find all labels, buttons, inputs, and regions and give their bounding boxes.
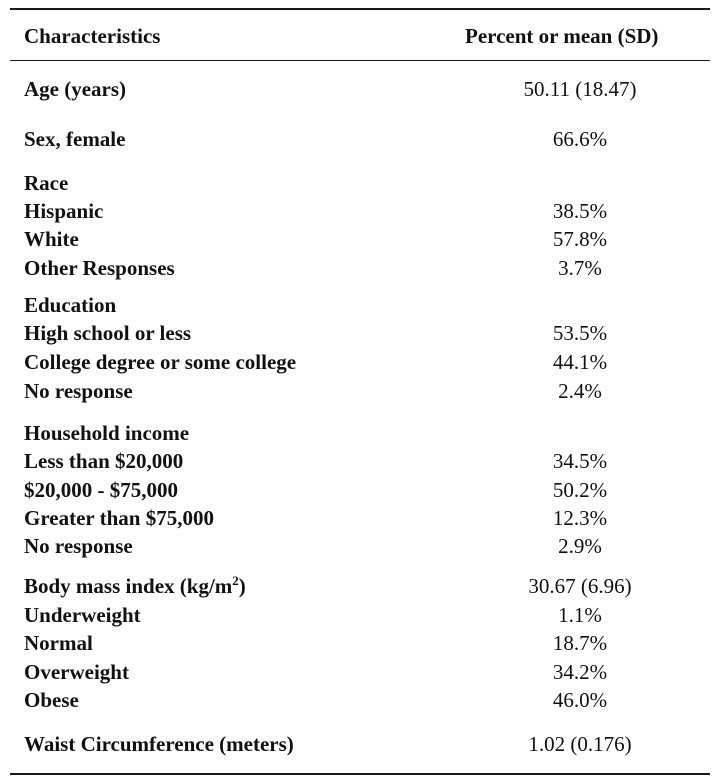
table-top-rule xyxy=(10,8,710,10)
table-bottom-rule xyxy=(10,773,710,775)
row-value: 3.7% xyxy=(558,256,602,280)
bmi-label-superscript: 2 xyxy=(232,573,239,588)
row-value: 46.0% xyxy=(552,688,608,712)
row-label: Overweight xyxy=(24,660,129,684)
row-label: Underweight xyxy=(24,603,141,627)
row-value: 34.2% xyxy=(552,660,608,684)
row-label: Other Responses xyxy=(24,256,175,280)
row-label: Normal xyxy=(24,631,93,655)
row-label xyxy=(24,573,246,598)
row-value: 2.4% xyxy=(558,379,602,403)
row-value: 12.3% xyxy=(552,506,608,530)
row-value: 30.67 (6.96) xyxy=(528,574,632,598)
row-value: 34.5% xyxy=(552,449,608,473)
row-label: Sex, female xyxy=(24,127,126,151)
row-label: No response xyxy=(24,534,133,558)
row-label: High school or less xyxy=(24,321,192,345)
row-value: 38.5% xyxy=(552,199,608,223)
row-label: $20,000 - $75,000 xyxy=(24,478,178,502)
row-label: No response xyxy=(24,379,133,403)
row-value: 50.11 (18.47) xyxy=(523,77,637,101)
row-label: Education xyxy=(24,293,117,317)
row-value: 1.02 (0.176) xyxy=(528,732,632,756)
row-value: 57.8% xyxy=(552,227,608,251)
row-label: Age (years) xyxy=(24,77,127,101)
row-label: Household income xyxy=(24,421,190,445)
table-header-rule xyxy=(10,60,710,61)
bmi-label-text: Body mass index (kg/m xyxy=(24,574,233,598)
row-value: 1.1% xyxy=(558,603,602,627)
row-label: Greater than $75,000 xyxy=(24,506,214,530)
row-label: Less than $20,000 xyxy=(24,449,184,473)
row-value: 18.7% xyxy=(552,631,608,655)
bmi-label-close: ) xyxy=(238,574,246,598)
row-value: 44.1% xyxy=(552,350,608,374)
row-value: 66.6% xyxy=(552,127,608,151)
row-label: Waist Circumference (meters) xyxy=(24,732,294,756)
row-label: College degree or some college xyxy=(24,350,297,374)
header-characteristics: Characteristics xyxy=(24,24,161,48)
header-percent-or-mean: Percent or mean (SD) xyxy=(465,24,659,48)
row-value: 53.5% xyxy=(552,321,608,345)
row-label: Obese xyxy=(24,688,79,712)
row-value: 2.9% xyxy=(558,534,602,558)
row-label: Hispanic xyxy=(24,199,104,223)
row-label: White xyxy=(24,227,79,251)
row-value: 50.2% xyxy=(552,478,608,502)
row-label: Race xyxy=(24,171,69,195)
